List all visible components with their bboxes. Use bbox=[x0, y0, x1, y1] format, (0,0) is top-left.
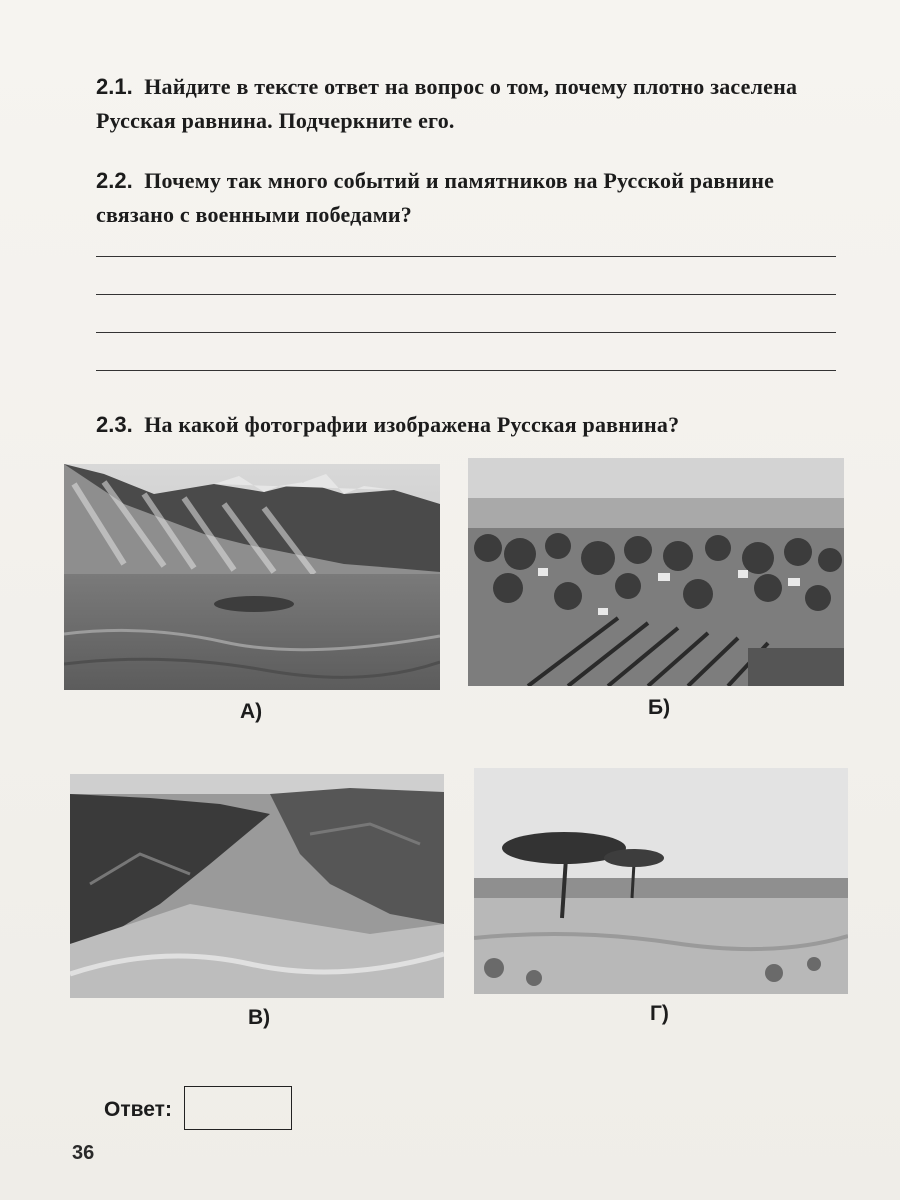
question-number: 2.2. bbox=[96, 168, 133, 193]
photo-caption-a: А) bbox=[240, 700, 263, 723]
question-text: Почему так много событий и памятников на Русской равнине связано с военными победами? bbox=[96, 168, 775, 227]
answer-line-4[interactable] bbox=[96, 370, 836, 371]
question-number: 2.1. bbox=[96, 74, 133, 99]
question-2-3 bbox=[96, 408, 841, 442]
village-plain-photo[interactable] bbox=[468, 458, 844, 686]
answer-line-3[interactable] bbox=[96, 332, 836, 333]
question-2-2 bbox=[96, 164, 841, 232]
savanna-acacia-photo[interactable] bbox=[474, 768, 848, 994]
answer-label: Ответ: bbox=[104, 1098, 172, 1121]
photo-caption-d: Г) bbox=[650, 1002, 669, 1025]
mountain-valley-photo[interactable] bbox=[64, 464, 440, 690]
photo-caption-c: В) bbox=[248, 1006, 271, 1029]
answer-line-1[interactable] bbox=[96, 256, 836, 257]
question-2-1 bbox=[96, 70, 841, 138]
answer-line-2[interactable] bbox=[96, 294, 836, 295]
question-number: 2.3. bbox=[96, 412, 133, 437]
question-text: На какой фотографии изображена Русская равнина? bbox=[144, 412, 680, 437]
page-number: 36 bbox=[72, 1142, 95, 1164]
question-text: Найдите в тексте ответ на вопрос о том, почему плотно заселена Русская равнина. Подчеркните его. bbox=[96, 74, 798, 133]
answer-input-box[interactable] bbox=[184, 1086, 292, 1130]
rocky-canyon-photo[interactable] bbox=[70, 774, 444, 998]
photo-caption-b: Б) bbox=[648, 696, 671, 719]
